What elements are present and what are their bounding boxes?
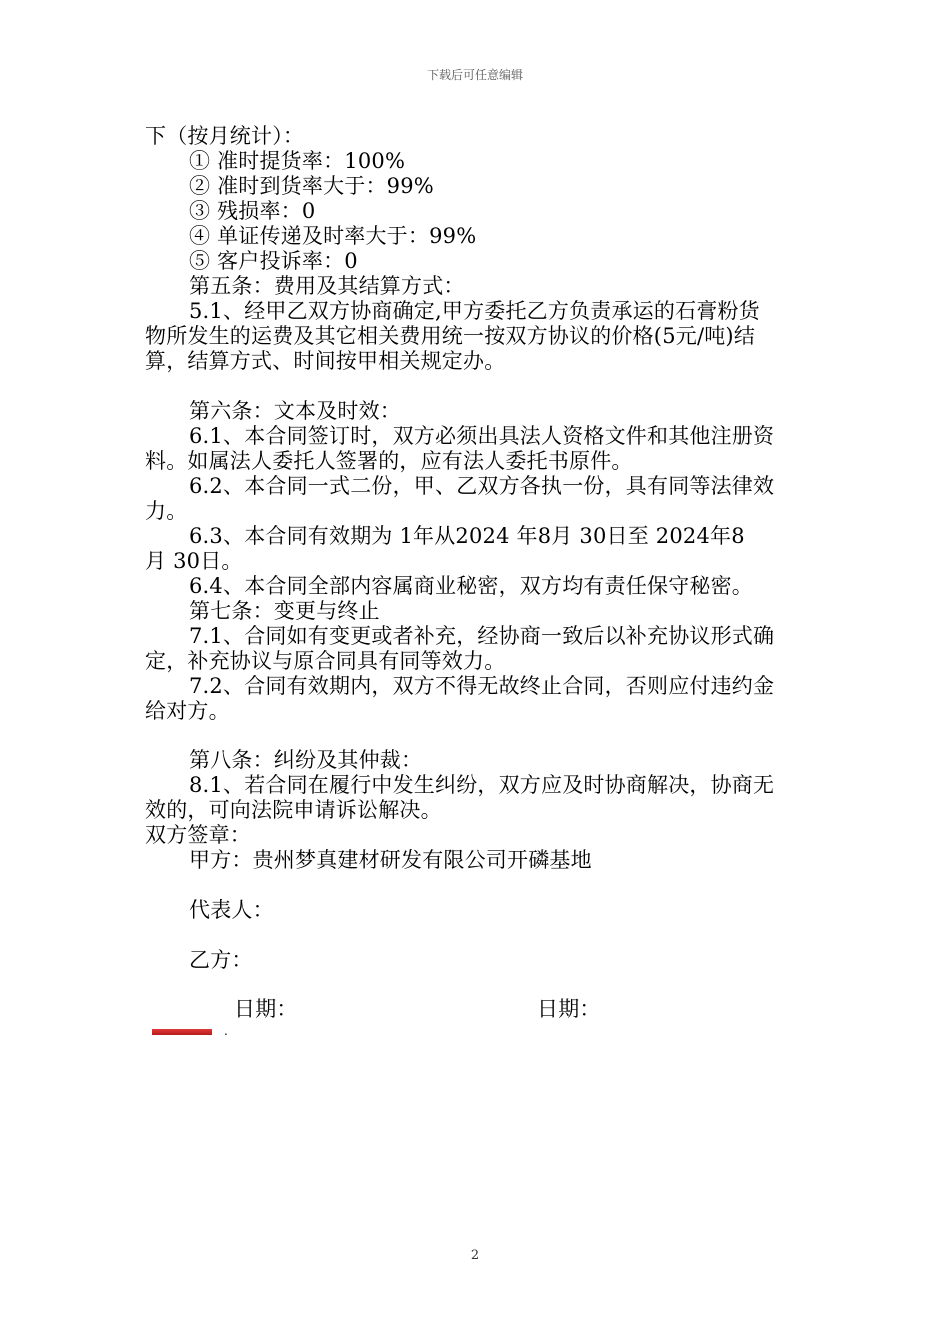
text-line: 5.1、经甲乙双方协商确定,甲方委托乙方负责承运的石膏粉货	[189, 299, 760, 323]
text-line: 物所发生的运费及其它相关费用统一按双方协议的价格(5元/吨)结	[145, 324, 756, 348]
section-heading: 第六条：文本及时效：	[189, 399, 401, 423]
text-line: ⑤ 客户投诉率：0	[189, 249, 358, 273]
text-line: ① 准时提货率：100%	[189, 149, 406, 173]
date-label-b: 日期：	[537, 997, 601, 1021]
red-mark	[152, 1029, 212, 1035]
section-heading: 第七条：变更与终止	[189, 599, 380, 623]
section-heading: 第五条：费用及其结算方式：	[189, 274, 465, 298]
party-a-line: 甲方：贵州梦真建材研发有限公司开磷基地	[189, 848, 592, 872]
party-b-label: 乙方：	[189, 948, 253, 972]
text-line: 6.2、本合同一式二份，甲、乙双方各执一份，具有同等法律效	[189, 474, 775, 498]
text-line: 效的，可向法院申请诉讼解决。	[145, 798, 442, 822]
text-line: 下（按月统计）：	[145, 124, 305, 148]
text-line: 7.1、合同如有变更或者补充，经协商一致后以补充协议形式确	[189, 624, 775, 648]
text-line: ④ 单证传递及时率大于：99%	[189, 224, 477, 248]
text-line: 料。如属法人委托人签署的，应有法人委托书原件。	[145, 449, 633, 473]
representative-label: 代表人：	[189, 898, 274, 922]
page-header: 下载后可任意编辑	[426, 68, 523, 82]
text-line: 力。	[145, 499, 188, 523]
text-line: ② 准时到货率大于：99%	[189, 174, 434, 198]
text-line: ③ 残损率：0	[189, 199, 316, 223]
text-line: 6.3、本合同有效期为 1年从2024 年8月 30日至 2024年8	[189, 524, 745, 548]
page-number: 2	[470, 1248, 480, 1263]
text-line: 定，补充协议与原合同具有同等效力。	[145, 649, 506, 673]
text-line: 月 30日。	[145, 549, 243, 573]
text-line: 8.1、若合同在履行中发生纠纷，双方应及时协商解决，协商无	[189, 773, 775, 797]
text-line: 给对方。	[145, 699, 230, 723]
date-label-a: 日期：	[234, 997, 298, 1021]
signature-heading: 双方签章：	[145, 823, 251, 847]
dot-mark: .	[224, 1024, 228, 1038]
text-line: 7.2、合同有效期内，双方不得无故终止合同，否则应付违约金	[189, 674, 775, 698]
text-line: 6.4、本合同全部内容属商业秘密，双方均有责任保守秘密。	[189, 574, 753, 598]
text-line: 6.1、本合同签订时，双方必须出具法人资格文件和其他注册资	[189, 424, 775, 448]
text-line: 算，结算方式、时间按甲相关规定办。	[145, 349, 506, 373]
section-heading: 第八条：纠纷及其仲裁：	[189, 748, 423, 772]
